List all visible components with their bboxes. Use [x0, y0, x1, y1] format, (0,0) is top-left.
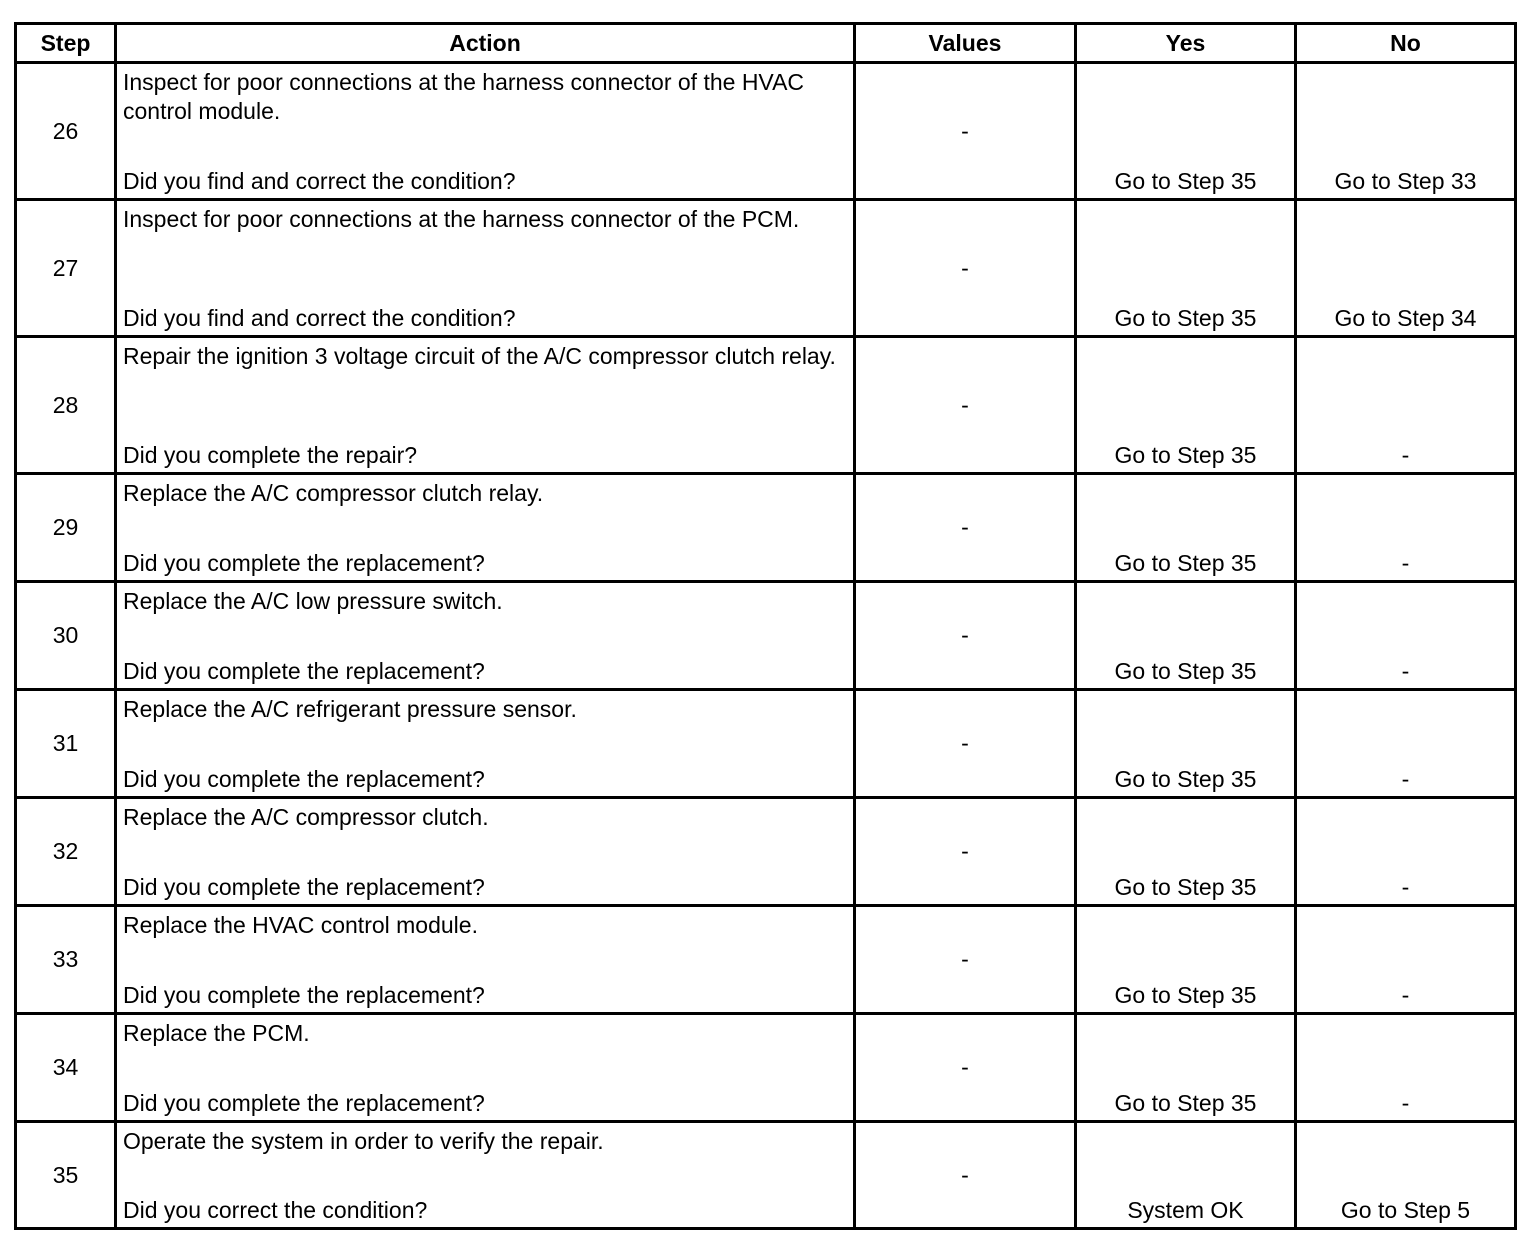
values-cell: -: [855, 582, 1076, 690]
no-cell: Go to Step 33: [1296, 63, 1516, 200]
action-question: Did you correct the condition?: [123, 1197, 428, 1223]
step-number: 29: [16, 474, 116, 582]
action-question: Did you find and correct the condition?: [123, 305, 516, 331]
header-action: Action: [116, 24, 855, 63]
values-cell: -: [855, 798, 1076, 906]
step-number: 31: [16, 690, 116, 798]
no-cell: -: [1296, 690, 1516, 798]
values-cell: -: [855, 474, 1076, 582]
action-question: Did you complete the replacement?: [123, 550, 485, 576]
diagnostic-table-container: [14, 22, 1514, 1230]
table-row: [16, 582, 1516, 690]
action-instruction: Replace the A/C compressor clutch relay.: [123, 480, 544, 506]
yes-cell: Go to Step 35: [1076, 798, 1296, 906]
action-instruction: Repair the ignition 3 voltage circuit of the A/C compressor clutch relay.: [123, 343, 836, 369]
values-cell: -: [855, 63, 1076, 200]
action-instruction: Operate the system in order to verify the repair.: [123, 1128, 604, 1154]
no-cell: -: [1296, 582, 1516, 690]
yes-cell: Go to Step 35: [1076, 337, 1296, 474]
yes-cell: Go to Step 35: [1076, 200, 1296, 337]
step-number: 30: [16, 582, 116, 690]
table-row: [16, 474, 1516, 582]
action-instruction: Replace the HVAC control module.: [123, 912, 478, 938]
action-instruction: Replace the A/C compressor clutch.: [123, 804, 489, 830]
step-number: 33: [16, 906, 116, 1014]
action-question: Did you complete the replacement?: [123, 1090, 485, 1116]
action-cell: [116, 1122, 855, 1229]
yes-cell: Go to Step 35: [1076, 474, 1296, 582]
step-number: 35: [16, 1122, 116, 1229]
table-header-row: [16, 24, 1516, 63]
header-no: No: [1296, 24, 1516, 63]
action-cell: [116, 337, 855, 474]
table-row: [16, 63, 1516, 200]
values-cell: -: [855, 906, 1076, 1014]
step-number: 26: [16, 63, 116, 200]
action-cell: [116, 798, 855, 906]
action-instruction: Inspect for poor connections at the harness connector of the HVAC control module.: [123, 69, 805, 124]
action-question: Did you complete the replacement?: [123, 766, 485, 792]
values-cell: -: [855, 690, 1076, 798]
table-row: [16, 1122, 1516, 1229]
table-row: [16, 690, 1516, 798]
action-cell: [116, 63, 855, 200]
yes-cell: Go to Step 35: [1076, 690, 1296, 798]
values-cell: -: [855, 200, 1076, 337]
step-number: 32: [16, 798, 116, 906]
action-instruction: Replace the A/C low pressure switch.: [123, 588, 503, 614]
table-row: [16, 200, 1516, 337]
no-cell: -: [1296, 1014, 1516, 1122]
yes-cell: System OK: [1076, 1122, 1296, 1229]
no-cell: -: [1296, 337, 1516, 474]
no-cell: Go to Step 5: [1296, 1122, 1516, 1229]
table-row: [16, 337, 1516, 474]
action-question: Did you complete the replacement?: [123, 874, 485, 900]
table-row: [16, 798, 1516, 906]
action-cell: [116, 690, 855, 798]
action-cell: [116, 582, 855, 690]
table-row: [16, 906, 1516, 1014]
yes-cell: Go to Step 35: [1076, 906, 1296, 1014]
action-instruction: Replace the PCM.: [123, 1020, 310, 1046]
action-cell: [116, 1014, 855, 1122]
action-question: Did you find and correct the condition?: [123, 168, 516, 194]
yes-cell: Go to Step 35: [1076, 63, 1296, 200]
values-cell: -: [855, 337, 1076, 474]
header-step: Step: [16, 24, 116, 63]
no-cell: -: [1296, 798, 1516, 906]
yes-cell: Go to Step 35: [1076, 1014, 1296, 1122]
action-cell: [116, 200, 855, 337]
step-number: 27: [16, 200, 116, 337]
values-cell: -: [855, 1014, 1076, 1122]
action-question: Did you complete the replacement?: [123, 658, 485, 684]
values-cell: -: [855, 1122, 1076, 1229]
step-number: 28: [16, 337, 116, 474]
yes-cell: Go to Step 35: [1076, 582, 1296, 690]
action-instruction: Inspect for poor connections at the harness connector of the PCM.: [123, 206, 800, 232]
header-yes: Yes: [1076, 24, 1296, 63]
action-cell: [116, 906, 855, 1014]
action-question: Did you complete the repair?: [123, 442, 418, 468]
step-number: 34: [16, 1014, 116, 1122]
no-cell: -: [1296, 474, 1516, 582]
action-cell: [116, 474, 855, 582]
no-cell: Go to Step 34: [1296, 200, 1516, 337]
action-instruction: Replace the A/C refrigerant pressure sensor.: [123, 696, 577, 722]
table-row: [16, 1014, 1516, 1122]
no-cell: -: [1296, 906, 1516, 1014]
action-question: Did you complete the replacement?: [123, 982, 485, 1008]
header-values: Values: [855, 24, 1076, 63]
diagnostic-steps-table: [14, 22, 1517, 1230]
